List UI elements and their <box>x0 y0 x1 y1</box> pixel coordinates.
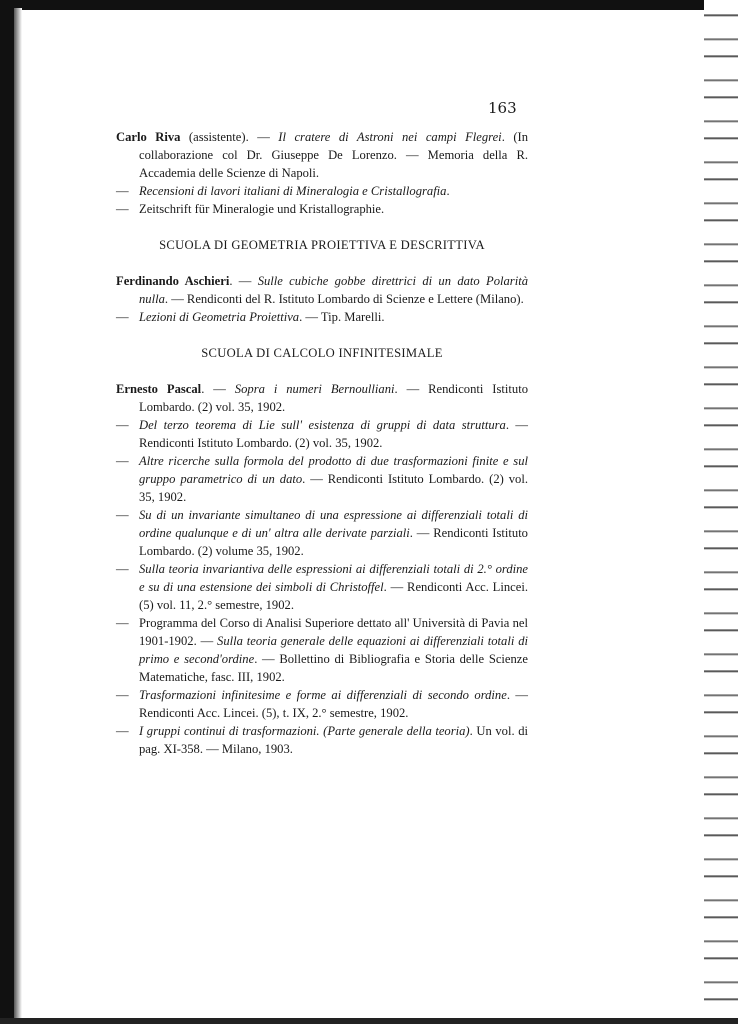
entry-text: Programma del Corso di Analisi Superiore dettato all' Università di Pavia nel 1901-1902. — <box>139 616 528 648</box>
scan-border-top <box>0 0 738 10</box>
entry-text: . — Rendiconti Istituto Lombardo. (2) vol. 35, 1902. <box>139 382 528 414</box>
entry-text: . — Rendiconti del R. Istituto Lombardo di Scienze e Lettere (Milano). <box>164 292 524 306</box>
publication-item <box>116 200 528 218</box>
item-dash: — <box>116 688 129 702</box>
scan-border-bottom <box>0 1018 738 1024</box>
entry-title-italic: Sulla teoria generale delle equazioni ai differenziali totali di primo e second'ordine <box>139 634 529 666</box>
entry-title-italic: Del terzo teorema di Lie sull' esistenza di gruppi di data struttura <box>139 418 506 432</box>
entry-text: (assistente). — <box>180 130 279 144</box>
entry-title-italic: Altre ricerche sulla formola del prodotto di due trasformazioni finite e sul gruppo parametrico di un dato <box>139 454 528 486</box>
entry-text: . (In collaborazione col Dr. Giuseppe De Lorenzo. — Memoria della R. Accademia delle Scienze di Napoli. <box>139 130 528 180</box>
entry-text: . — Rendiconti Istituto Lombardo. (2) vol. 35, 1902. <box>139 418 529 450</box>
author-entry <box>116 272 528 308</box>
page-number: 163 <box>488 99 517 117</box>
author-entry <box>116 380 528 416</box>
entry-title-italic: Sulla teoria invariantiva delle espressioni ai differenziali totali di 2.° ordine e su di una estensione dei simboli di Christoffel <box>139 562 528 594</box>
author-name: Ferdinando Aschieri <box>116 274 230 288</box>
publication-item <box>116 416 528 452</box>
entry-text: . <box>446 184 450 198</box>
publication-item <box>116 506 528 560</box>
item-dash: — <box>116 184 129 198</box>
entry-text: . — <box>229 274 258 288</box>
publication-item <box>116 308 528 326</box>
entry-title-italic: Recensioni di lavori italiani di Mineralogia e Cristallografia <box>139 184 447 198</box>
scan-border-right <box>704 0 738 1024</box>
item-dash: — <box>116 418 129 432</box>
item-dash: — <box>116 616 129 630</box>
author-name: Carlo Riva <box>116 130 181 144</box>
item-dash: — <box>116 724 129 738</box>
entry-text: . — Bollettino di Bibliografia e Storia delle Scienze Matematiche, fasc. III, 1902. <box>139 652 528 684</box>
page-gutter-shadow <box>14 8 22 1024</box>
section-heading: SCUOLA DI CALCOLO INFINITESIMALE <box>201 346 443 360</box>
entry-title-italic: Sopra i numeri Bernoulliani <box>234 382 395 396</box>
author-name: Ernesto Pascal <box>116 382 202 396</box>
publication-item <box>116 614 528 686</box>
scan-border-left <box>0 0 14 1024</box>
entry-title-italic: Trasformazioni infinitesime e forme ai differenziali di secondo ordine <box>139 688 507 702</box>
item-dash: — <box>116 202 129 216</box>
entry-text: . — Rendiconti Istituto Lombardo. (2) volume 35, 1902. <box>139 526 528 558</box>
entry-title-italic: Il cratere di Astroni nei campi Flegrei <box>278 130 502 144</box>
entry-text: . — Rendiconti Acc. Lincei. (5), t. IX, 2.° semestre, 1902. <box>139 688 528 720</box>
entry-text: . — <box>201 382 235 396</box>
entry-title-italic: Su di un invariante simultaneo di una espressione ai differenziali totali di ordine qualunque e di un' altra alle derivate parziali <box>139 508 528 540</box>
entry-title-italic: Lezioni di Geometria Proiettiva <box>139 310 300 324</box>
entry-text: Zeitschrift für Mineralogie und Kristallographie. <box>139 202 385 216</box>
entry-text: . — Tip. Marelli. <box>299 310 385 324</box>
publication-item <box>116 452 528 506</box>
item-dash: — <box>116 454 129 468</box>
item-dash: — <box>116 562 129 576</box>
publication-item <box>116 560 528 614</box>
item-dash: — <box>116 310 129 324</box>
entry-text: . — Rendiconti Istituto Lombardo. (2) vol. 35, 1902. <box>139 472 528 504</box>
entry-title-italic: I gruppi continui di trasformazioni. (Parte generale della teoria) <box>139 724 470 738</box>
entry-text: . — Rendiconti Acc. Lincei. (5) vol. 11, 2.° semestre, 1902. <box>139 580 528 612</box>
section-heading: SCUOLA DI GEOMETRIA PROIETTIVA E DESCRITTIVA <box>159 238 485 252</box>
entry-text: . Un vol. di pag. XI-358. — Milano, 1903. <box>139 724 528 756</box>
entry-title-italic: Sulle cubiche gobbe direttrici di un dato Polarità nulla <box>139 274 528 306</box>
publication-item <box>116 686 528 722</box>
page-body <box>116 128 528 758</box>
publication-item <box>116 722 528 758</box>
author-entry <box>116 128 528 182</box>
publication-item <box>116 182 528 200</box>
item-dash: — <box>116 508 129 522</box>
